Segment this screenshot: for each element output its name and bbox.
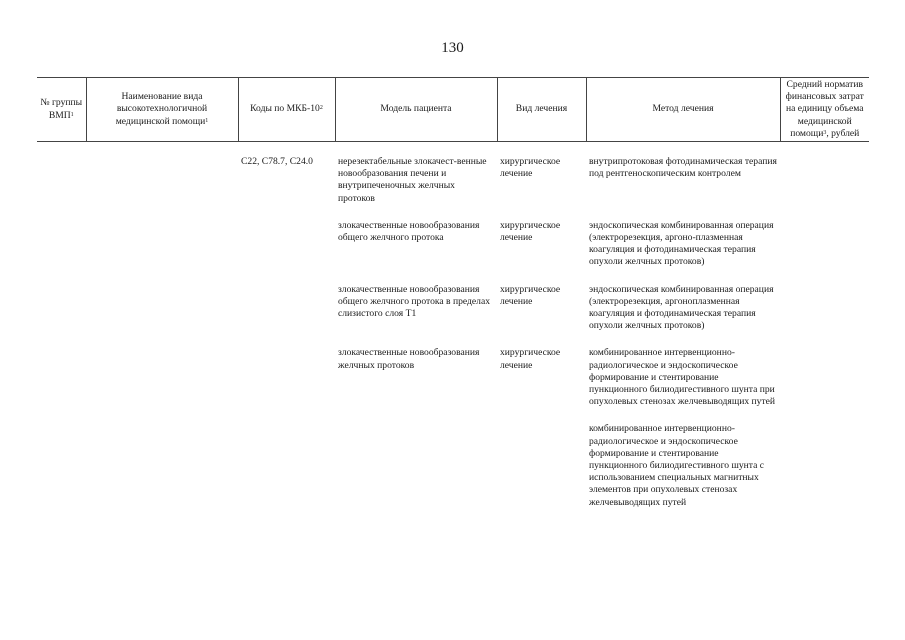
header-icd-codes: Коды по МКБ-$10^2$ <box>238 78 335 142</box>
cell-method: комбинированное интервенционно-радиологическое и эндоскопическое формирование и стентирование пункционного билиодигестивного шунта с использованием специальных магнитных элементов при опухолевых стенозах желчевыводящих путей <box>589 423 765 508</box>
cell-cost <box>780 205 869 269</box>
cell-model <box>335 408 497 508</box>
cell-name <box>86 142 238 205</box>
cell-model: нерезектабельные злокачест-венные новообразования печени и внутрипеченочных желчных протоков <box>338 156 487 204</box>
cell-name <box>86 408 238 508</box>
cell-group <box>37 142 86 205</box>
cell-type <box>497 408 586 508</box>
cell-model: злокачественные новообразования общего желчного протока <box>338 219 480 244</box>
cell-name <box>86 205 238 269</box>
cell-name <box>86 332 238 408</box>
table-row <box>37 142 869 205</box>
cell-codes <box>238 408 335 508</box>
cell-cost <box>780 332 869 408</box>
cell-cost <box>780 408 869 508</box>
cell-type: хирургическое лечение <box>500 156 561 180</box>
cell-method: внутрипротоковая фотодинамическая терапия под рентгеноскопическим контролем <box>589 156 777 180</box>
header-treatment-method: Метод лечения <box>586 78 780 142</box>
header-treatment-type: Вид лечения <box>497 78 586 142</box>
cell-codes <box>238 269 335 333</box>
cell-cost <box>780 269 869 333</box>
cell-group <box>37 332 86 408</box>
table-row <box>37 408 869 508</box>
page-number: 130 <box>441 40 464 56</box>
cell-type: хирургическое лечение <box>500 283 561 307</box>
cell-group <box>37 205 86 269</box>
cell-model: злокачественные новообразования общего желчного протока в пределах слизистого слоя T1 <box>338 283 491 320</box>
cell-method: комбинированное интервенционно-радиологическое и эндоскопическое формирование и стентирование пункционного билиодигестивного шунта при опухолевых стенозах желчевыводящих путей <box>589 347 776 408</box>
cell-codes: C22, C78.7, C24.0 <box>241 156 313 168</box>
cell-group <box>37 269 86 333</box>
header-patient-model: Модель пациента <box>335 78 497 142</box>
cell-method: эндоскопическая комбинированная операция (электрорезекция, аргоно-плазменная коагуляция и фотодинамическая терапия опухоли желчных протоков) <box>589 219 774 268</box>
cell-group <box>37 408 86 508</box>
table-row <box>37 205 869 269</box>
table-row <box>37 332 869 408</box>
cell-cost <box>780 142 869 205</box>
cell-method: эндоскопическая комбинированная операция (электрорезекция, аргоноплазменная коагуляция и фотодинамическая терапия опухоли желчных протоков) <box>589 283 774 332</box>
cell-type: хирургическое лечение <box>500 347 561 371</box>
cell-type: хирургическое лечение <box>500 219 561 244</box>
cell-codes <box>238 332 335 408</box>
header-care-type-name: Наименование вида высокотехнологичной медицинской помощи$^1$ <box>86 78 238 142</box>
cell-name <box>86 269 238 333</box>
table-row <box>37 269 869 333</box>
table-header-row <box>37 78 869 142</box>
header-group-number: № группы ВМП$^1$ <box>37 78 86 142</box>
header-average-cost: Средний норматив финансовых затрат на единицу объема медицинской помощи$^3$, рублей <box>780 78 869 142</box>
medical-care-table <box>37 77 869 509</box>
cell-codes <box>238 205 335 269</box>
cell-model: злокачественные новообразования желчных протоков <box>338 347 480 371</box>
